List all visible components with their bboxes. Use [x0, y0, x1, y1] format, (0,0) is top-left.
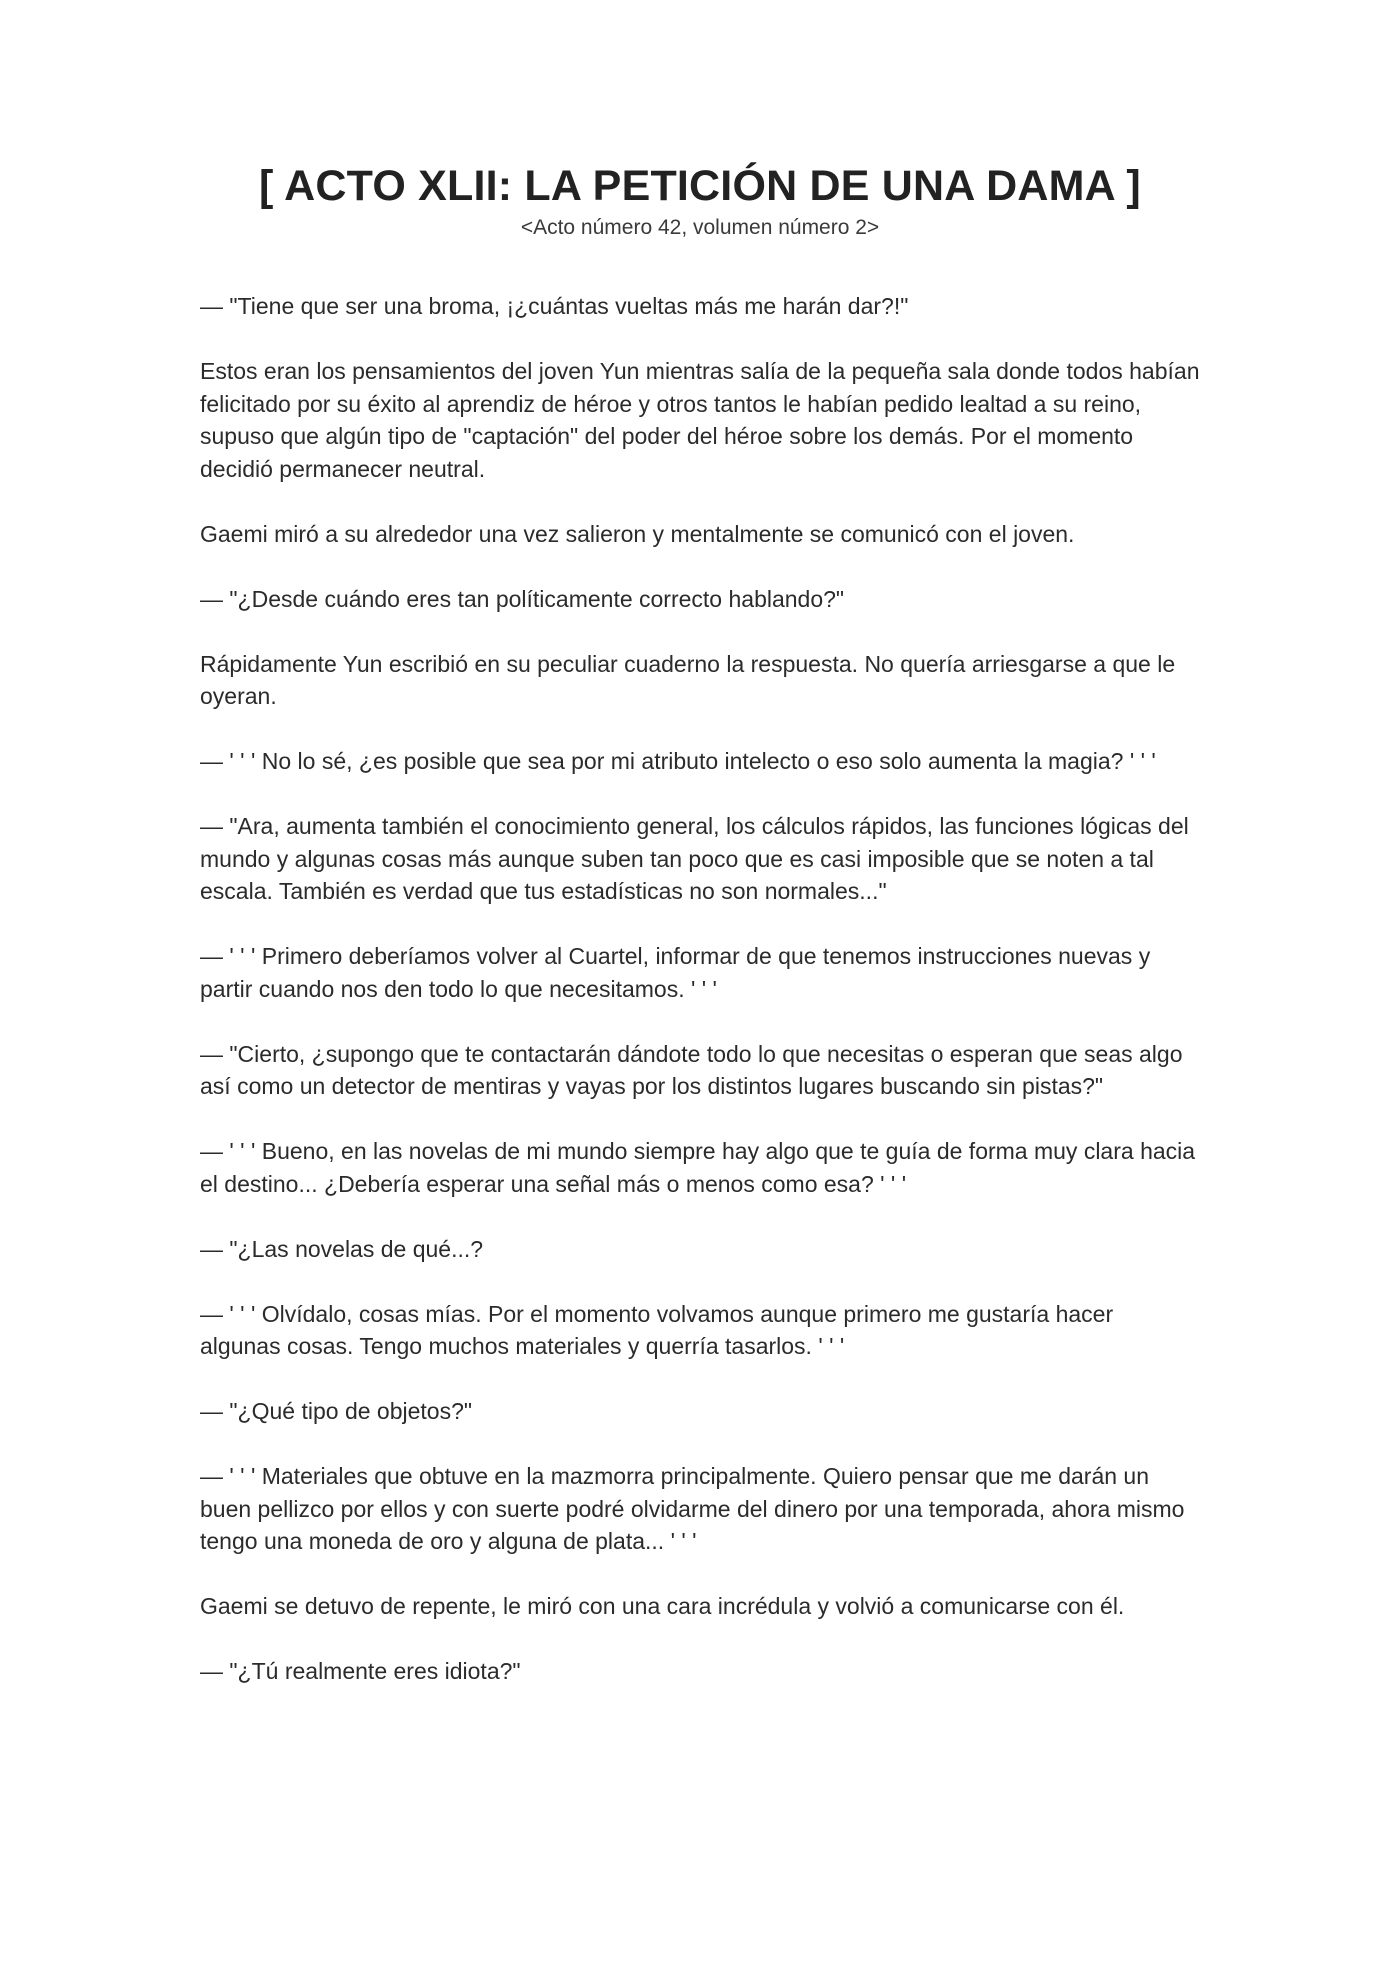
chapter-body: [200, 290, 1200, 1688]
paragraph: — "Cierto, ¿supongo que te contactarán dándote todo lo que necesitas o esperan que seas algo así como un detector de mentiras y vayas por los distintos lugares buscando sin pistas?": [200, 1040, 1183, 1099]
paragraph: Gaemi miró a su alrededor una vez salieron y mentalmente se comunicó con el joven.: [200, 520, 1075, 547]
paragraph: — "Ara, aumenta también el conocimiento general, los cálculos rápidos, las funciones lógicas del mundo y algunas cosas más aunque suben tan poco que es casi imposible que se noten a tal escala. También es verdad que tus estadísticas no son normales...": [200, 813, 1189, 904]
paragraph: — ' ' ' Primero deberíamos volver al Cuartel, informar de que tenemos instrucciones nuevas y partir cuando nos den todo lo que necesitamos. ' ' ': [200, 943, 1151, 1002]
paragraph: — ' ' ' Olvídalo, cosas mías. Por el momento volvamos aunque primero me gustaría hacer algunas cosas. Tengo muchos materiales y querría tasarlos. ' ' ': [200, 1300, 1114, 1359]
chapter-subtitle: <Acto número 42, volumen número 2>: [520, 216, 880, 239]
paragraph: — "¿Tú realmente eres idiota?": [200, 1658, 521, 1684]
paragraph: — "¿Desde cuándo eres tan políticamente correcto hablando?": [200, 585, 845, 612]
chapter-title: [ ACTO XLII: LA PETICIÓN DE UNA DAMA ]: [259, 162, 1141, 210]
paragraph: Rápidamente Yun escribió en su peculiar cuaderno la respuesta. No quería arriesgarse a que le oyeran.: [200, 650, 1176, 709]
paragraph: Gaemi se detuvo de repente, le miró con una cara incrédula y volvió a comunicarse con él.: [200, 1593, 1125, 1619]
paragraph: — "¿Las novelas de qué...?: [200, 1235, 484, 1262]
paragraph: — "¿Qué tipo de objetos?": [200, 1398, 473, 1424]
paragraph: Estos eran los pensamientos del joven Yun mientras salía de la pequeña sala donde todos habían felicitado por su éxito al aprendiz de héroe y otros tantos le habían pedido lealtad a su reino, supuso que algún tipo de "captación" del poder del héroe sobre los demás. Por el momento decidió permanecer neutral.: [200, 358, 1200, 482]
paragraph: — ' ' ' No lo sé, ¿es posible que sea por mi atributo intelecto o eso solo aumenta la magia? ' ' ': [200, 748, 1156, 774]
paragraph: — "Tiene que ser una broma, ¡¿cuántas vueltas más me harán dar?!": [200, 293, 909, 319]
paragraph: — ' ' ' Bueno, en las novelas de mi mundo siempre hay algo que te guía de forma muy clara hacia el destino... ¿Debería esperar una señal más o menos como esa? ' ' ': [200, 1138, 1196, 1197]
paragraph: — ' ' ' Materiales que obtuve en la mazmorra principalmente. Quiero pensar que me darán un buen pellizco por ellos y con suerte podré olvidarme del dinero por una temporada, ahora mismo tengo una moneda de oro y alguna de plata... ' ' ': [200, 1463, 1185, 1554]
document-page: [200, 160, 1200, 1720]
